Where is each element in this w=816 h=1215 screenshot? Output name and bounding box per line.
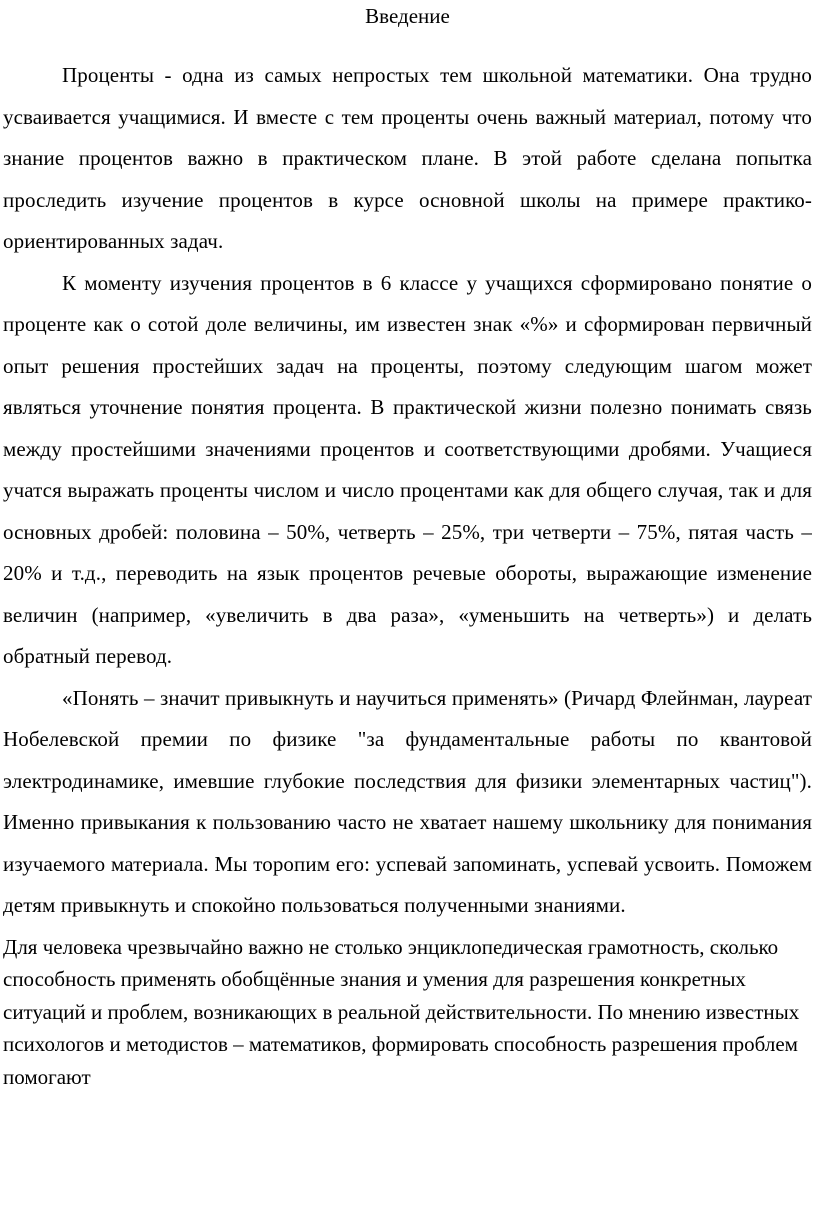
paragraph-intro: Проценты - одна из самых непростых тем школьной математики. Она трудно усваивается учащимися. И вместе с тем проценты очень важный материал, потому что знание процентов важно в практическом плане. В этой работе сделана попытка проследить изучение процентов в курсе основной школы на примере практико-ориентированных задач. — [3, 63, 812, 253]
page-title: Введение — [365, 4, 450, 28]
document-body — [3, 55, 812, 1093]
paragraph-final: Для человека чрезвычайно важно не столько энциклопедическая грамотность, сколько способность применять обобщённые знания и умения для разрешения конкретных ситуаций и проблем, возникающих в реальной действительности. По мнению известных психологов и методистов – математиков, формировать способность разрешения проблем помогают — [3, 934, 800, 1089]
paragraph-sixth-grade: К моменту изучения процентов в 6 классе у учащихся сформировано понятие о проценте как о сотой доле величины, им известен знак «%» и сформирован первичный опыт решения простейших задач на проценты, поэтому следующим шагом может являться уточнение понятия процента. В практической жизни полезно понимать связь между простейшими значениями процентов и соответствующими дробями. Учащиеся учатся выражать проценты числом и число процентами как для общего случая, так и для основных дробей: половина – 50%, четверть – 25%, три четверти – 75%, пятая часть – 20% и т.д., переводить на язык процентов речевые обороты, выражающие изменение величин (например, «увеличить в два раза», «уменьшить на четверть») и делать обратный перевод. — [3, 270, 812, 668]
paragraph-quote: «Понять – значит привыкнуть и научиться применять» (Ричард Флейнман, лауреат Нобелевской премии по физике "за фундаментальные работы по квантовой электродинамике, имевшие глубокие последствия для физики элементарных частиц"). Именно привыкания к пользованию часто не хватает нашему школьнику для понимания изучаемого материала. Мы торопим его: успевай запоминать, успевай усвоить. Поможем детям привыкнуть и спокойно пользоваться полученными знаниями. — [3, 685, 812, 917]
